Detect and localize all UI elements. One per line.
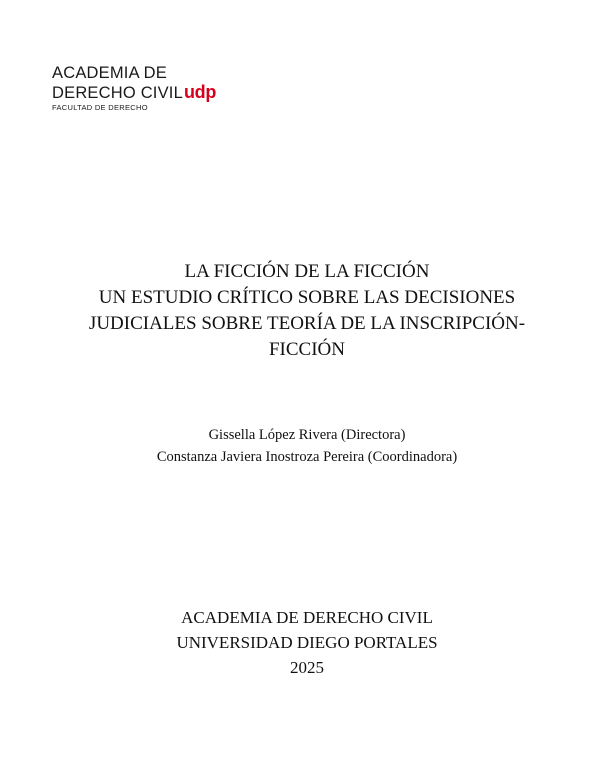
title-line-4: FICCIÓN: [268, 339, 345, 360]
logo-subtitle: FACULTAD DE DERECHO: [52, 103, 148, 112]
udp-brand-mark: udp: [183, 82, 217, 102]
academia-logo: [52, 64, 216, 113]
title-line-3: JUDICIALES SOBRE TEORÍA DE LA INSCRIPCIÓN-: [88, 313, 526, 334]
publisher-block: [0, 605, 614, 680]
authors-block: [0, 424, 614, 468]
author-director: Gissella López Rivera (Directora): [208, 427, 406, 443]
logo-line-2: [52, 83, 216, 103]
logo-line-1: ACADEMIA DE: [52, 64, 167, 82]
title-line-1: LA FICCIÓN DE LA FICCIÓN: [184, 261, 430, 282]
publication-year: 2025: [290, 658, 324, 677]
logo-line-2-text: DERECHO CIVIL: [52, 84, 183, 102]
publisher-line-1: ACADEMIA DE DERECHO CIVIL: [181, 608, 433, 627]
document-title: [0, 259, 614, 363]
publisher-line-2: UNIVERSIDAD DIEGO PORTALES: [176, 633, 438, 652]
author-coordinator: Constanza Javiera Inostroza Pereira (Coordinadora): [156, 449, 458, 465]
title-line-2: UN ESTUDIO CRÍTICO SOBRE LAS DECISIONES: [98, 287, 516, 308]
